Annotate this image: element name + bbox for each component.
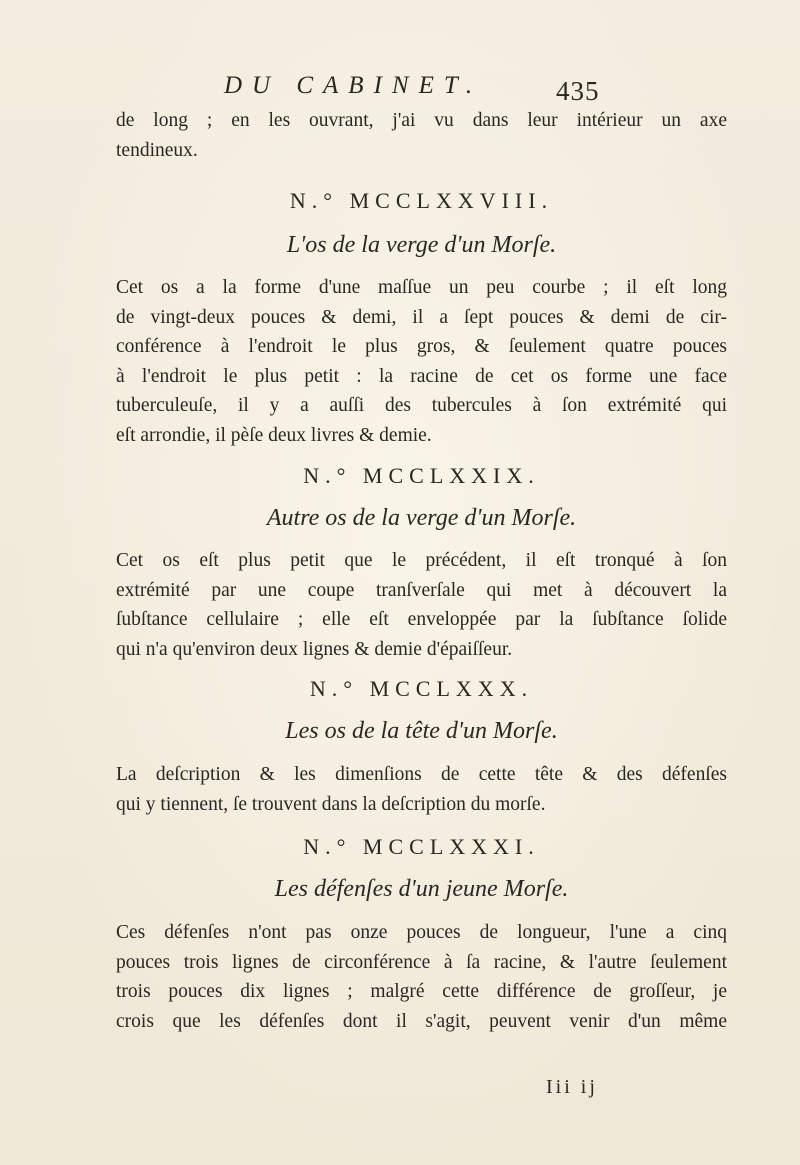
entry-paragraph bbox=[116, 918, 727, 1036]
entry-paragraph bbox=[116, 273, 727, 450]
entry-number: N.° MCCLXXXI. bbox=[303, 834, 540, 859]
page-number: 435 bbox=[556, 76, 600, 106]
text-line: La deſcription & les dimenſions de cette tête & des défenſes bbox=[116, 764, 727, 785]
text-line: qui n'a qu'environ deux lignes & demie d'épaiſſeur. bbox=[116, 638, 513, 660]
text-line: Ces défenſes n'ont pas onze pouces de longueur, l'une a cinq bbox=[116, 922, 727, 943]
text-line: pouces trois lignes de circonférence à ſa racine, & l'autre ſeulement bbox=[116, 951, 727, 973]
entry-title: Autre os de la verge d'un Morſe. bbox=[266, 505, 577, 531]
entry-number: N.° MCCLXXVIII. bbox=[289, 188, 554, 213]
running-head: DU CABINET. bbox=[224, 72, 483, 99]
intro-paragraph bbox=[116, 106, 727, 165]
text-line: crois que les défenſes dont il s'agit, peuvent venir d'un même bbox=[116, 1010, 727, 1032]
text-line: de long ; en les ouvrant, j'ai vu dans leur intérieur un axe bbox=[116, 110, 727, 131]
entry-number: N.° MCCLXXIX. bbox=[303, 463, 540, 488]
text-line: de vingt-deux pouces & demi, il a ſept pouces & demi de cir- bbox=[116, 306, 727, 328]
entry-title: L'os de la verge d'un Morſe. bbox=[286, 232, 557, 258]
entry-title: Les défenſes d'un jeune Morſe. bbox=[274, 876, 569, 902]
text-line: trois pouces dix lignes ; malgré cette différence de groſſeur, je bbox=[116, 981, 727, 1002]
text-line: tendineux. bbox=[116, 139, 198, 161]
text-line: eſt arrondie, il pèſe deux livres & demie. bbox=[116, 424, 432, 446]
text-line: à l'endroit le plus petit : la racine de cet os forme une face bbox=[116, 365, 727, 387]
text-line: ſubſtance cellulaire ; elle eſt enveloppée par la ſubſtance ſolide bbox=[116, 609, 727, 630]
text-line: Cet os a la forme d'une maſſue un peu courbe ; il eſt long bbox=[116, 277, 727, 298]
signature-mark: Iii ij bbox=[546, 1076, 598, 1098]
text-line: conférence à l'endroit le plus gros, & ſeulement quatre pouces bbox=[116, 336, 727, 357]
text-line: tuberculeuſe, il y a auſſi des tubercules à ſon extrémité qui bbox=[116, 395, 727, 416]
text-line: Cet os eſt plus petit que le précédent, il eſt tronqué à ſon bbox=[116, 550, 727, 571]
entry-paragraph bbox=[116, 760, 727, 819]
text-line: extrémité par une coupe tranſverſale qui met à découvert la bbox=[116, 579, 727, 601]
entry-paragraph bbox=[116, 546, 727, 664]
entry-title: Les os de la tête d'un Morſe. bbox=[285, 718, 558, 744]
text-line: qui y tiennent, ſe trouvent dans la deſcription du morſe. bbox=[116, 793, 546, 815]
entry-number: N.° MCCLXXX. bbox=[309, 676, 534, 701]
